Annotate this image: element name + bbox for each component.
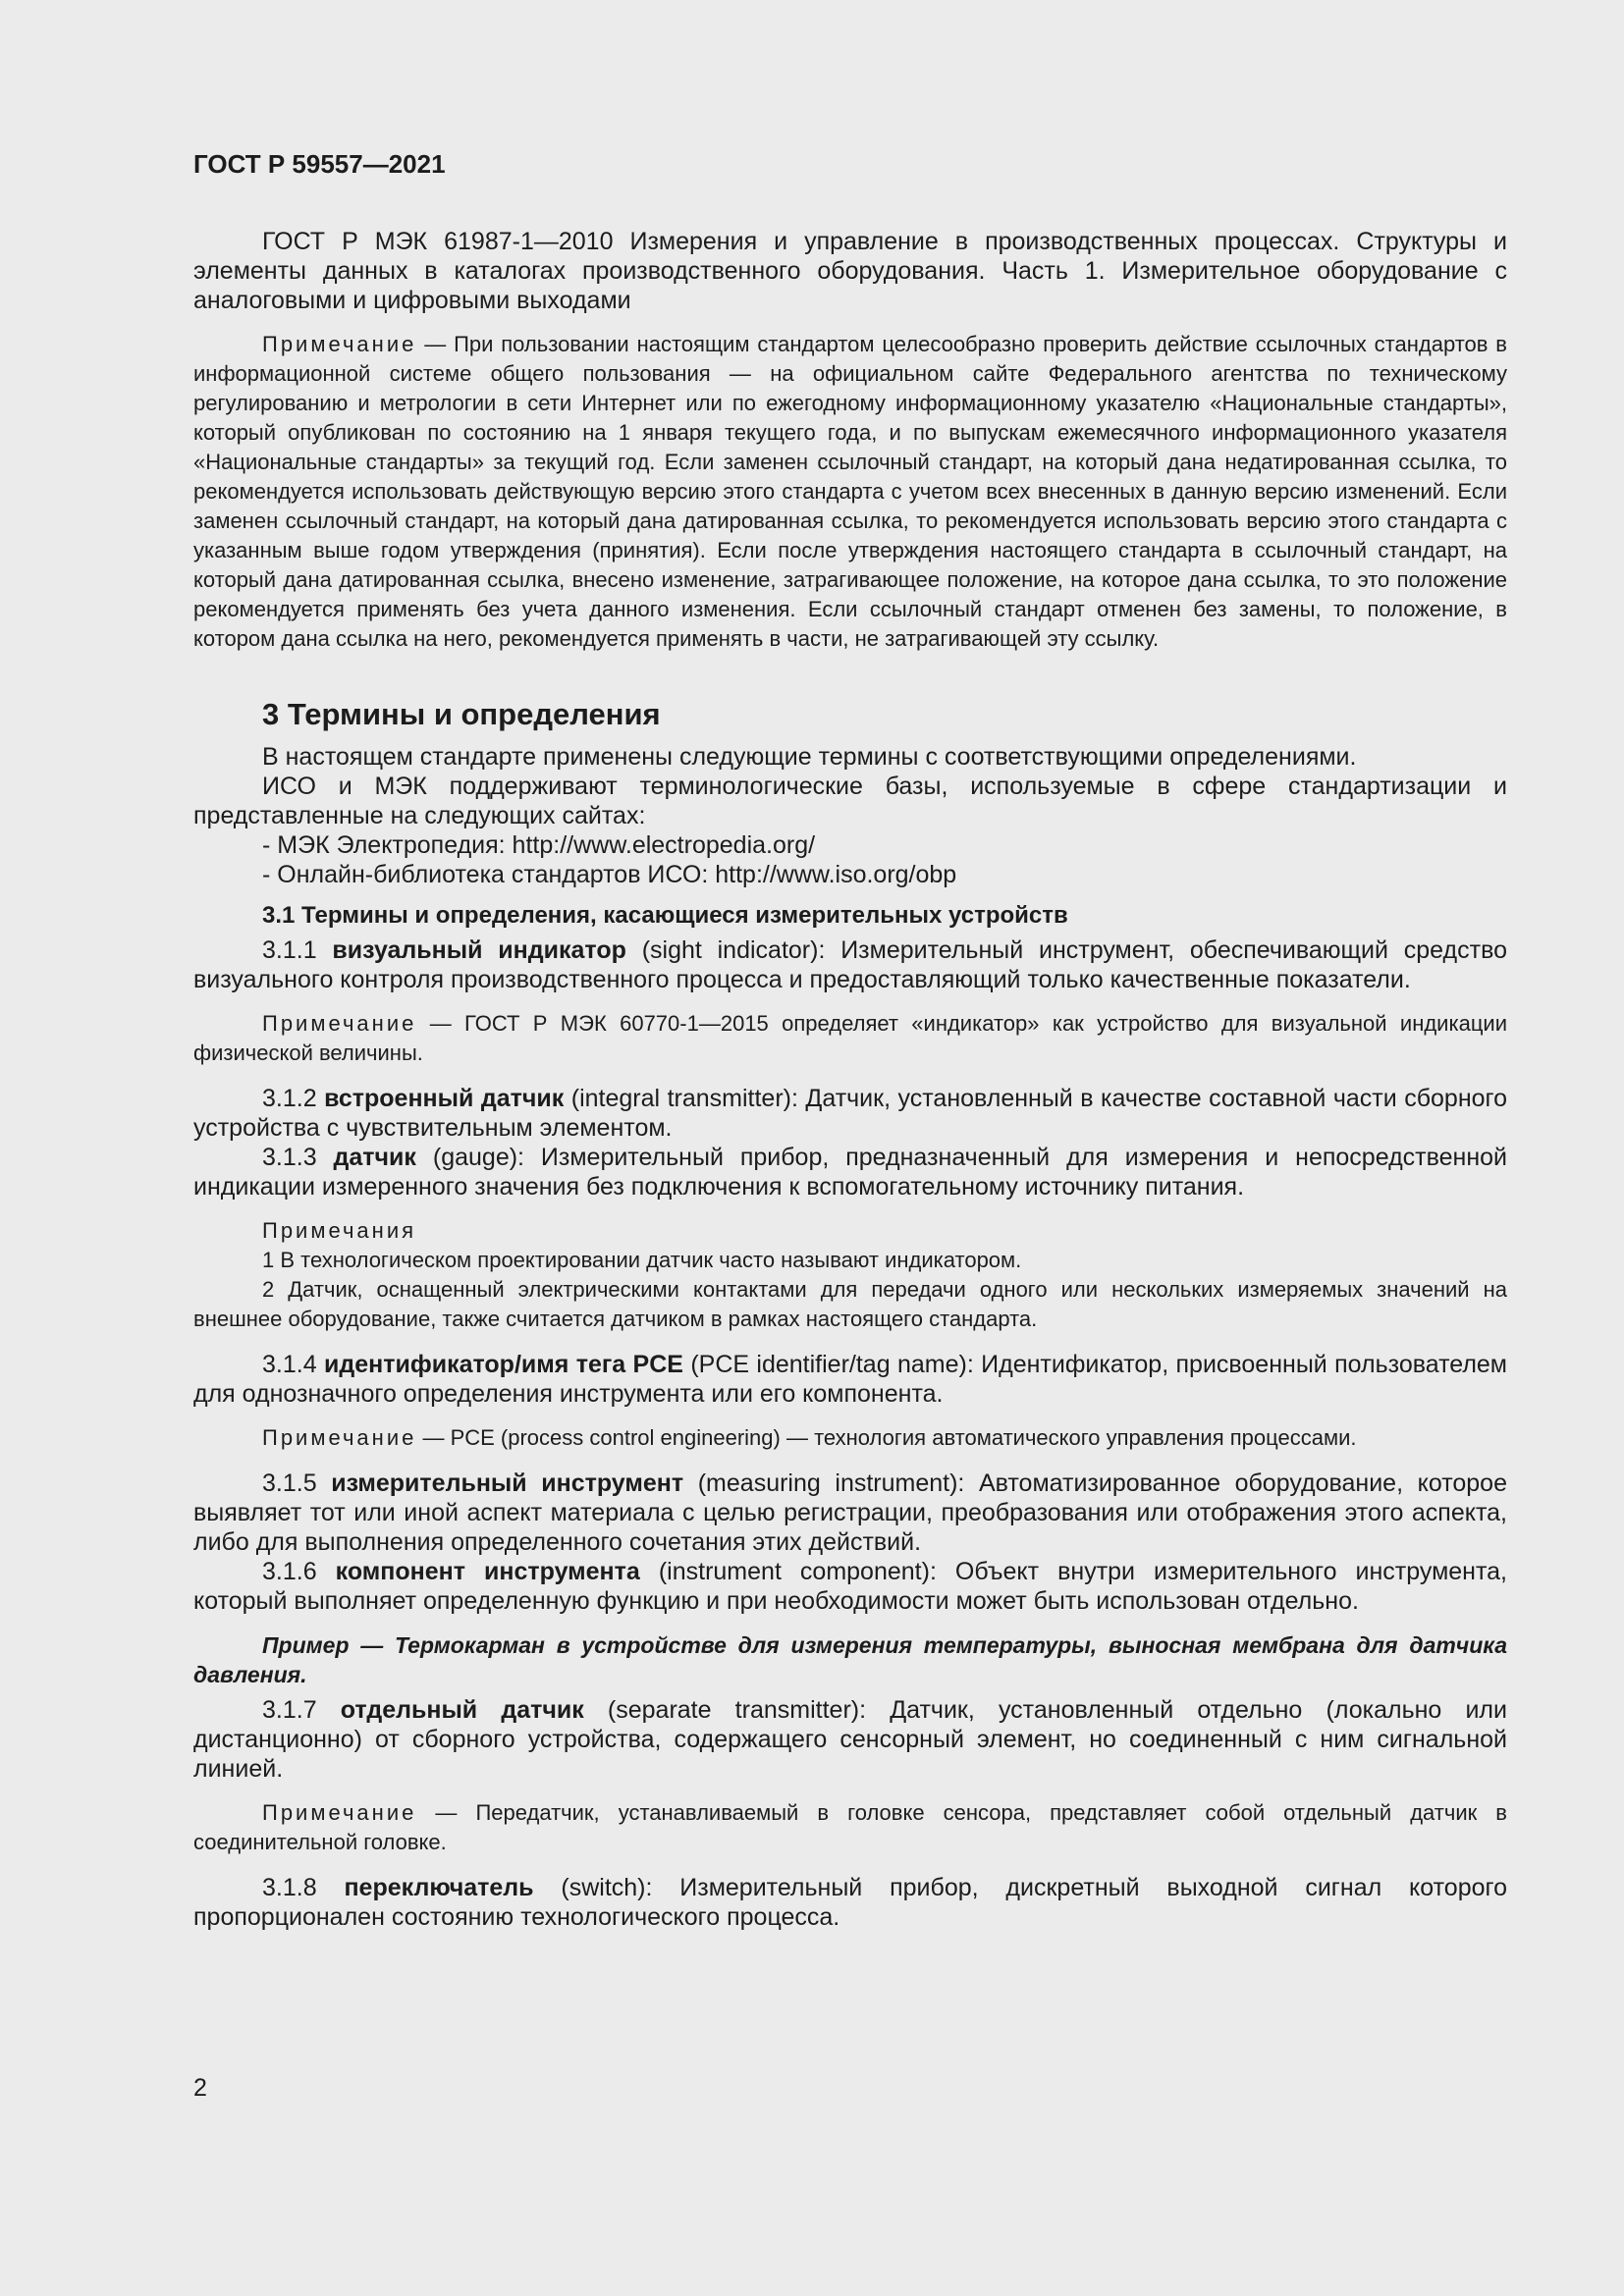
term-number: 3.1.3 <box>262 1144 334 1171</box>
term-name: идентификатор/имя тега PCE <box>323 1351 683 1378</box>
subsection-title: 3.1 Термины и определения, касающиеся измерительных устройств <box>262 902 1068 929</box>
note-3-1-4 <box>193 1423 1507 1453</box>
example-3-1-6: Пример — Термокарман в устройстве для измерения температуры, выносная мембрана для датчика давления. <box>193 1632 1507 1687</box>
term-number: 3.1.1 <box>262 936 333 964</box>
term-definition: (integral transmitter): Датчик, установленный в качестве составной части сборного устройства с чувствительным элементом. <box>193 1085 1508 1142</box>
term-name: переключатель <box>344 1874 534 1901</box>
term-number: 3.1.5 <box>262 1469 332 1497</box>
term-definition: (measuring instrument): Автоматизированное оборудование, которое выявляет тот или иной аспект материала с целью регистрации, преобразования или отображения этого аспекта, либо для выполнения определенного сочетания этих действий. <box>193 1469 1507 1556</box>
notes-label-3-1-3: Примечания <box>262 1218 417 1243</box>
term-name: измерительный инструмент <box>331 1469 684 1497</box>
page-header: ГОСТ Р 59557—2021 <box>193 149 446 179</box>
term-number: 3.1.8 <box>262 1874 345 1901</box>
note-label: Примечание <box>262 1425 417 1450</box>
term-number: 3.1.4 <box>262 1351 324 1378</box>
note-item: 2 Датчик, оснащенный электрическими контактами для передачи одного или нескольких измеряемых значений на внешнее оборудование, также считается датчиком в рамках настоящего стандарта. <box>193 1277 1507 1331</box>
note-item: 1 В технологическом проектировании датчик часто называют индикатором. <box>262 1248 1022 1272</box>
note-label: Примечание <box>262 1011 417 1036</box>
note-3-1-1 <box>193 1009 1507 1068</box>
term-number: 3.1.7 <box>262 1696 341 1724</box>
term-number: 3.1.6 <box>262 1558 336 1585</box>
term-name: датчик <box>333 1144 416 1171</box>
term-3-1-7 <box>193 1695 1507 1784</box>
section-intro: В настоящем стандарте применены следующие термины с соответствующими определениями. <box>262 743 1357 771</box>
term-name: компонент инструмента <box>335 1558 640 1585</box>
term-3-1-8 <box>193 1873 1507 1932</box>
page-content <box>193 147 1507 1932</box>
page-number: 2 <box>193 2074 207 2102</box>
term-definition: (gauge): Измерительный прибор, предназначенный для измерения и непосредственной индикации измеренного значения без подключения к вспомогательному источнику питания. <box>193 1144 1507 1201</box>
note-text: — PCE (process control engineering) — технология автоматического управления процессами. <box>416 1425 1357 1450</box>
term-3-1-3 <box>193 1143 1507 1201</box>
reference-note <box>193 330 1507 654</box>
note-label: Примечание <box>262 332 417 356</box>
note-3-1-7 <box>193 1798 1507 1857</box>
reference-entry: ГОСТ Р МЭК 61987-1—2010 Измерения и управление в производственных процессах. Структуры и элементы данных в каталогах производственного оборудования. Часть 1. Измерительное оборудование с аналоговыми и цифровыми выходами <box>193 228 1507 314</box>
note-text: — Передатчик, устанавливаемый в головке сенсора, представляет собой отдельный датчик в соединительной головке. <box>193 1800 1507 1854</box>
term-3-1-1 <box>193 935 1507 994</box>
section-databases: ИСО и МЭК поддерживают терминологические базы, используемые в сфере стандартизации и представленные на следующих сайтах: <box>193 773 1507 829</box>
link-list-item: - Онлайн-библиотека стандартов ИСО: http://www.iso.org/obp <box>262 861 957 888</box>
term-name: визуальный индикатор <box>332 936 626 964</box>
term-definition: (switch): Измерительный прибор, дискретный выходной сигнал которого пропорционален состоянию технологического процесса. <box>193 1874 1507 1931</box>
link-list-item: - МЭК Электропедия: http://www.electropedia.org/ <box>262 831 816 859</box>
note-text: — ГОСТ Р МЭК 60770-1—2015 определяет «индикатор» как устройство для визуальной индикации физической величины. <box>193 1011 1507 1065</box>
note-text: — При пользовании настоящим стандартом целесообразно проверить действие ссылочных стандартов в информационной системе общего пользования — на официальном сайте Федерального агентства по техническому регулированию и метрологии в сети Интернет или по ежегодному информационному указателю «Национальные стандарты», который опубликован по состоянию на 1 января текущего года, и по выпускам ежемесячного информационного указателя «Национальные стандарты» за текущий год. Если заменен ссылочный стандарт, на который дана недатированная ссылка, то рекомендуется использовать действующую версию этого стандарта с учетом всех внесенных в данную версию изменений. Если заменен ссылочный стандарт, на который дана датированная ссылка, то рекомендуется использовать версию этого стандарта с указанным выше годом утверждения (принятия). Если после утверждения настоящего стандарта в ссылочный стандарт, на который дана датированная ссылка, внесено изменение, затрагивающее положение, на которое дана ссылка, то это положение рекомендуется применять без учета данного изменения. Если ссылочный стандарт отменен без замены, то положение, в котором дана ссылка на него, рекомендуется применять в части, не затрагивающей эту ссылку. <box>193 332 1507 651</box>
term-name: отдельный датчик <box>340 1696 584 1724</box>
term-3-1-6 <box>193 1557 1507 1616</box>
term-definition: (sight indicator): Измерительный инструмент, обеспечивающий средство визуального контроля производственного процесса и предоставляющий только качественные показатели. <box>193 936 1507 993</box>
term-definition: (PCE identifier/tag name): Идентификатор, присвоенный пользователем для однозначного определения инструмента или его компонента. <box>193 1351 1507 1408</box>
term-definition: (instrument component): Объект внутри измерительного инструмента, который выполняет определенную функцию и при необходимости может быть использован отдельно. <box>193 1558 1507 1615</box>
term-number: 3.1.2 <box>262 1085 325 1112</box>
term-3-1-2 <box>193 1084 1507 1143</box>
term-3-1-5 <box>193 1468 1507 1557</box>
term-name: встроенный датчик <box>324 1085 565 1112</box>
term-definition: (separate transmitter): Датчик, установленный отдельно (локально или дистанционно) от сборного устройства, содержащего сенсорный элемент, но соединенный с ним сигнальной линией. <box>193 1696 1507 1783</box>
term-3-1-4 <box>193 1350 1507 1409</box>
section-title: 3 Термины и определения <box>262 697 661 731</box>
note-label: Примечание <box>262 1800 417 1825</box>
